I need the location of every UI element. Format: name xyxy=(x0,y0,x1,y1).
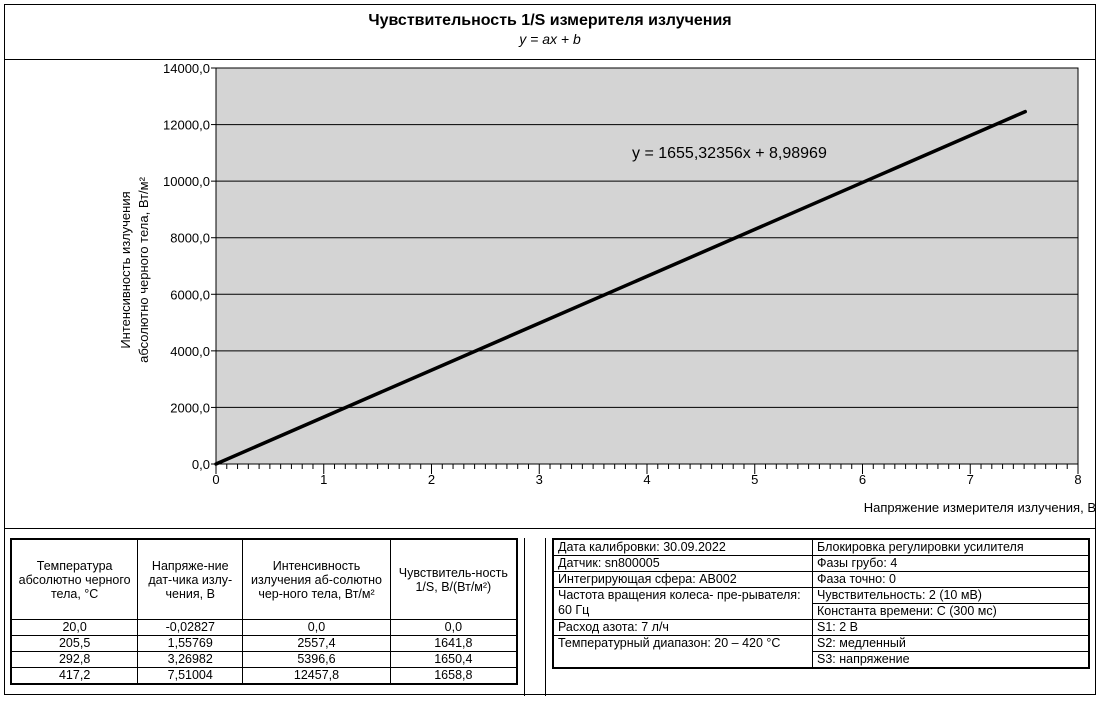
table-cell: 7,51004 xyxy=(138,668,243,685)
y-tick-label: 2000,0 xyxy=(170,400,210,416)
table-row xyxy=(11,652,517,668)
table-row xyxy=(11,620,517,636)
info-row xyxy=(553,636,1089,652)
info-cell: Интегрирующая сфера: AB002 xyxy=(553,572,813,588)
table-cell: 0,0 xyxy=(390,620,517,636)
table-row xyxy=(11,636,517,652)
table-cell: 1658,8 xyxy=(390,668,517,685)
info-cell: S3: напряжение xyxy=(813,652,1090,669)
table-cell: 2557,4 xyxy=(243,636,390,652)
calibration-chart xyxy=(0,60,1102,530)
table-header-cell: Температура абсолютно черного тела, °С xyxy=(11,539,138,620)
table-cell: 12457,8 xyxy=(243,668,390,685)
table-cell: 205,5 xyxy=(11,636,138,652)
y-axis-label: Интенсивность излучения xyxy=(118,191,133,349)
info-cell: Фазы грубо: 4 xyxy=(813,556,1090,572)
info-row xyxy=(553,588,1089,604)
y-tick-label: 6000,0 xyxy=(170,287,210,303)
table-cell: 417,2 xyxy=(11,668,138,685)
info-cell: Температурный диапазон: 20 – 420 °С xyxy=(553,636,813,669)
info-cell: S1: 2 В xyxy=(813,620,1090,636)
x-tick-label: 8 xyxy=(1074,472,1082,487)
info-cell: Дата калибровки: 30.09.2022 xyxy=(553,539,813,556)
chart-header xyxy=(4,4,1096,60)
x-tick-label: 7 xyxy=(966,472,974,487)
x-axis-label: Напряжение измерителя излучения, В xyxy=(863,500,1096,515)
calibration-info-table xyxy=(552,538,1090,669)
info-cell: Частота вращения колеса- пре-рывателя: 60 Гц xyxy=(553,588,813,620)
x-tick-label: 4 xyxy=(643,472,651,487)
x-tick-label: 3 xyxy=(535,472,543,487)
table-cell: 5396,6 xyxy=(243,652,390,668)
y-tick-label: 4000,0 xyxy=(170,343,210,359)
info-row xyxy=(553,572,1089,588)
table-spacer xyxy=(524,538,546,696)
y-tick-label: 14000,0 xyxy=(163,61,210,76)
info-row xyxy=(553,539,1089,556)
y-tick-label: 8000,0 xyxy=(170,230,210,246)
chart-title: Чувствительность 1/S измерителя излучения xyxy=(368,12,732,29)
table-cell: 1,55769 xyxy=(138,636,243,652)
y-tick-label: 12000,0 xyxy=(163,117,210,133)
table-cell: 1650,4 xyxy=(390,652,517,668)
x-tick-label: 0 xyxy=(212,472,220,487)
info-cell: Блокировка регулировки усилителя xyxy=(813,539,1090,556)
y-axis-label: абсолютно черного тела, Вт/м² xyxy=(136,177,151,363)
table-header-row xyxy=(11,539,517,620)
info-cell: Расход азота: 7 л/ч xyxy=(553,620,813,636)
measurements-table xyxy=(10,538,518,685)
table-cell: 0,0 xyxy=(243,620,390,636)
plot-area xyxy=(216,68,1078,464)
info-cell: S2: медленный xyxy=(813,636,1090,652)
x-tick-label: 5 xyxy=(751,472,759,487)
info-cell: Константа времени: С (300 мс) xyxy=(813,604,1090,620)
x-tick-label: 2 xyxy=(427,472,436,487)
x-tick-label: 1 xyxy=(320,472,328,487)
table-cell: 20,0 xyxy=(11,620,138,636)
x-tick-label: 6 xyxy=(858,472,867,487)
info-cell: Чувствительность: 2 (10 мВ) xyxy=(813,588,1090,604)
equation-label: y = 1655,32356x + 8,98969 xyxy=(632,145,827,162)
table-cell: -0,02827 xyxy=(138,620,243,636)
table-header-cell: Напряже-ние дат-чика излу-чения, В xyxy=(138,539,243,620)
section-divider xyxy=(4,528,1096,529)
table-cell: 3,26982 xyxy=(138,652,243,668)
table-header-cell: Чувствитель-ность 1/S, В/(Вт/м²) xyxy=(390,539,517,620)
info-row xyxy=(553,556,1089,572)
table-row xyxy=(11,668,517,685)
chart-formula: y = ax + b xyxy=(519,31,581,47)
table-cell: 292,8 xyxy=(11,652,138,668)
table-header-cell: Интенсивность излучения аб-солютно чер-ного тела, Вт/м² xyxy=(243,539,390,620)
info-cell: Фаза точно: 0 xyxy=(813,572,1090,588)
table-cell: 1641,8 xyxy=(390,636,517,652)
y-tick-label: 0,0 xyxy=(191,457,210,472)
y-tick-label: 10000,0 xyxy=(163,174,210,190)
info-cell: Датчик: sn800005 xyxy=(553,556,813,572)
info-row xyxy=(553,620,1089,636)
